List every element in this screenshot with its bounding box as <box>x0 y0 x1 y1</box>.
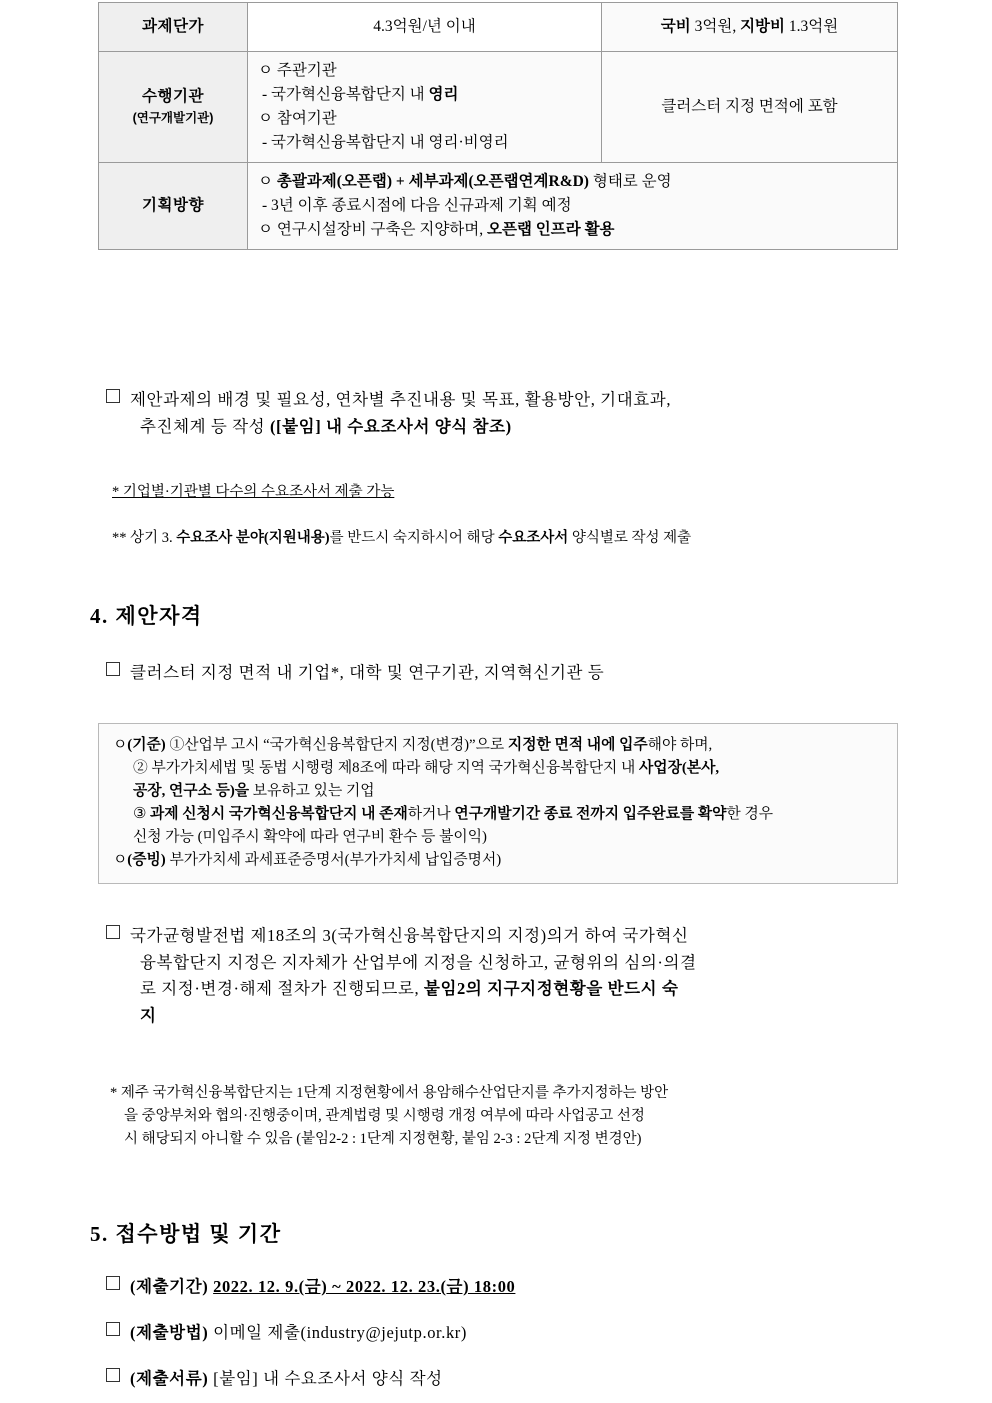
qualification-item-1-text: 클러스터 지정 면적 내 기업*, 대학 및 연구기관, 지역혁신기관 등 <box>130 663 605 682</box>
row-label-direction: 기획방향 <box>99 163 248 250</box>
direction-line-1: ㅇ 총괄과제(오픈랩) + 세부과제(오픈랩연계R&D) 형태로 운영 <box>258 173 672 191</box>
org-line-3: ㅇ 참여기관 <box>258 110 337 128</box>
row-label-organization <box>99 52 248 163</box>
qualification-item-2 <box>106 923 960 1030</box>
proposal-item-1 <box>106 387 940 440</box>
checkbox-icon <box>106 1368 120 1382</box>
row-value-cost-breakdown <box>602 3 898 52</box>
submission-period-value: 2022. 12. 9.(금) ~ 2022. 12. 23.(금) 18:00 <box>213 1277 516 1296</box>
footnote-line-2: 을 중앙부처와 협의·진행중이며, 관계법령 및 시행령 개정 여부에 따라 사업공고 선정 <box>124 1108 645 1125</box>
footnote-line-1: * 제주 국가혁신융복합단지는 1단계 지정현황에서 용암해수산업단지를 추가지정하는 방안 <box>110 1085 669 1101</box>
table-row <box>99 52 898 163</box>
submission-period-item <box>106 1274 926 1301</box>
row-value-organization <box>248 52 602 163</box>
criteria-box <box>98 723 898 884</box>
submission-documents-label: (제출서류) <box>130 1369 209 1388</box>
table-row <box>99 163 898 250</box>
footnote-line-3: 시 해당되지 아니할 수 있음 (붙임2-2 : 1단계 지정현황, 붙임 2-3 : 2단계 지정 변경안) <box>124 1131 642 1148</box>
criteria-line-3: 공장, 연구소 등)을 보유하고 있는 기업 <box>133 782 375 799</box>
section-5-title: 접수방법 및 기간 <box>115 1222 282 1246</box>
section-4-number: 4. <box>90 604 109 628</box>
qualification-item-2-line2: 융복합단지 지정은 지자체가 산업부에 지정을 신청하고, 균형위의 심의·의결 <box>140 952 697 972</box>
org-line-1: ㅇ 주관기관 <box>258 62 337 79</box>
qualification-item-1 <box>106 660 926 687</box>
section-5-number: 5. <box>90 1222 109 1246</box>
submission-method-value: 이메일 제출(industry@jejutp.or.kr) <box>213 1323 467 1342</box>
criteria-line-6: ㅇ(증빙) 부가가치세 과세표준증명서(부가가치세 납입증명서) <box>113 851 502 868</box>
proposal-note-1: * 기업별·기관별 다수의 수요조사서 제출 가능 <box>112 484 395 500</box>
row-label-organization-main: 수행기관 <box>142 88 204 106</box>
criteria-line-1: ㅇ(기준) ①산업부 고시 “국가혁신융복합단지 지정(변경)”으로 지정한 면적 내에 입주해야 하며, <box>113 737 713 753</box>
direction-line-2: - 3년 이후 종료시점에 다음 신규과제 기획 예정 <box>262 197 572 215</box>
cost-gov-label: 국비 <box>660 17 691 35</box>
criteria-line-4: ③ 과제 신청시 국가혁신융복합단지 내 존재하거나 연구개발기간 종료 전까지 입주완료를 확약한 경우 <box>133 805 774 822</box>
row-value-cost: 4.3억원/년 이내 <box>248 3 602 52</box>
spec-table <box>98 2 898 250</box>
org-line-2: - 국가혁신융복합단지 내 영리 <box>262 86 459 104</box>
cost-gov-value: 3억원, <box>690 17 741 35</box>
qualification-footnote <box>110 1082 934 1152</box>
row-label-organization-sub: (연구개발기관) <box>132 111 214 126</box>
submission-method-label: (제출방법) <box>130 1323 209 1342</box>
org-line-4: - 국가혁신융복합단지 내 영리·비영리 <box>262 134 509 152</box>
submission-method-item <box>106 1320 926 1347</box>
direction-line-3: ㅇ 연구시설장비 구축은 지양하며, 오픈랩 인프라 활용 <box>258 221 615 239</box>
checkbox-icon <box>106 389 120 403</box>
qualification-item-2-line3: 로 지정·변경·해제 절차가 진행되므로, 붙임2의 지구지정현황을 반드시 숙 <box>140 979 679 999</box>
section-5-heading <box>90 1218 282 1248</box>
proposal-item-1-line2: 추진체계 등 작성 ([붙임] 내 수요조사서 양식 참조) <box>140 416 512 436</box>
row-value-direction <box>248 163 898 250</box>
checkbox-icon <box>106 662 120 676</box>
table-row <box>99 3 898 52</box>
proposal-item-1-line1: 제안과제의 배경 및 필요성, 연차별 추진내용 및 목표, 활용방안, 기대효과, <box>130 390 672 409</box>
cost-local-label: 지방비 <box>740 17 785 35</box>
row-value-organization-note: 클러스터 지정 면적에 포함 <box>602 52 898 163</box>
qualification-item-2-line4: 지 <box>140 1006 157 1026</box>
checkbox-icon <box>106 1276 120 1290</box>
section-4-heading <box>90 600 203 630</box>
criteria-line-2: ② 부가가치세법 및 동법 시행령 제8조에 따라 해당 지역 국가혁신융복합단지 내 사업장(본사, <box>133 759 720 776</box>
submission-period-label: (제출기간) <box>130 1277 209 1296</box>
checkbox-icon <box>106 925 120 939</box>
proposal-note-2: ** 상기 3. 수요조사 분야(지원내용)를 반드시 숙지하시어 해당 수요조사서 양식별로 작성 제출 <box>112 530 692 546</box>
spec-table-wrapper <box>98 2 898 250</box>
submission-documents-value: [붙임] 내 수요조사서 양식 작성 <box>213 1369 443 1388</box>
criteria-line-5: 신청 가능 (미입주시 확약에 따라 연구비 환수 등 불이익) <box>133 828 487 845</box>
row-label-cost: 과제단가 <box>99 3 248 52</box>
cost-local-value: 1.3억원 <box>785 17 839 35</box>
submission-documents-item <box>106 1366 926 1393</box>
checkbox-icon <box>106 1322 120 1336</box>
qualification-item-2-line1: 국가균형발전법 제18조의 3(국가혁신융복합단지의 지정)의거 하여 국가혁신 <box>130 926 689 945</box>
section-4-title: 제안자격 <box>115 604 203 628</box>
